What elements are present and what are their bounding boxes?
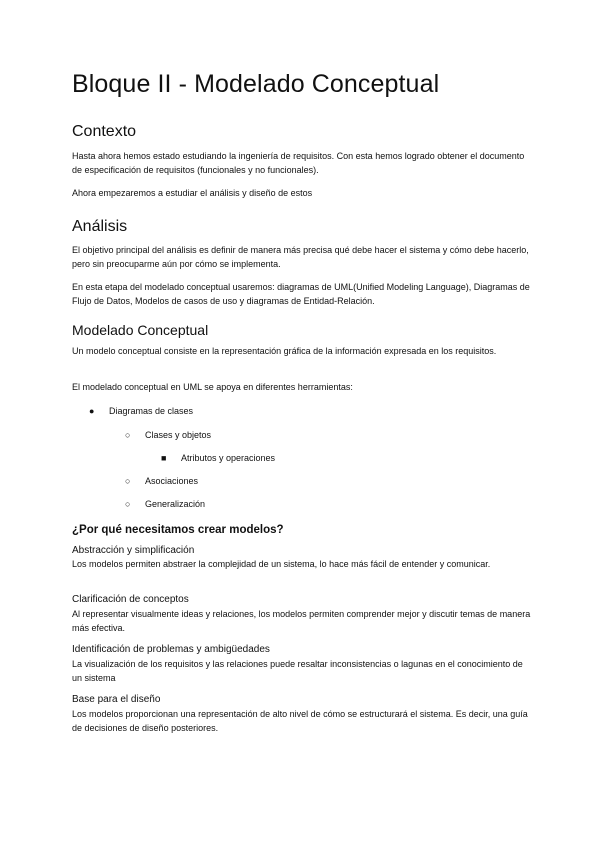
list-item-label: Clases y objetos	[145, 430, 212, 440]
bullet-square: ■	[161, 453, 167, 463]
bullet-hollow-circle: ○	[125, 499, 131, 509]
bullet-hollow-circle: ○	[125, 476, 131, 486]
subheading-abstraccion: Abstracción y simplificación	[72, 545, 195, 556]
heading-modelado: Modelado Conceptual	[72, 322, 209, 338]
paragraph-modelado-1: Un modelo conceptual consiste en la representación gráfica de la información expresada en los requisitos.	[72, 346, 497, 356]
paragraph-clarificacion: Al representar visualmente ideas y relaciones, los modelos permiten comprender mejor y discutir temas de manera más efectiva.	[72, 609, 531, 633]
heading-por-que: ¿Por qué necesitamos crear modelos?	[72, 524, 284, 536]
paragraph-modelado-2: El modelado conceptual en UML se apoya en diferentes herramientas:	[72, 382, 353, 392]
paragraph-base-diseno: Los modelos proporcionan una representación de alto nivel de cómo se estructurará el sistema. Es decir, una guía de decisiones de diseño posteriores.	[72, 709, 528, 733]
bullet-hollow-circle: ○	[125, 430, 131, 440]
paragraph-analisis-2: En esta etapa del modelado conceptual usaremos: diagramas de UML(Unified Modeling Language), Diagramas de Flujo de Datos, Modelos de casos de uso y diagramas de Entidad-Relación.	[72, 282, 530, 306]
paragraph-identificacion: La visualización de los requisitos y las relaciones puede resaltar inconsistencias o lagunas en el conocimiento de un sistema	[72, 659, 523, 683]
page-title: Bloque II - Modelado Conceptual	[72, 70, 440, 98]
list-item-label: Asociaciones	[145, 476, 199, 486]
subheading-identificacion: Identificación de problemas y ambigüedades	[72, 644, 270, 655]
list-item	[125, 498, 206, 510]
heading-contexto: Contexto	[72, 123, 137, 140]
list-item	[161, 452, 276, 464]
paragraph-analisis-1: El objetivo principal del análisis es definir de manera más precisa qué debe hacer el sistema y cómo debe hacerlo, pero sin preocuparme aún por cómo se implementa.	[72, 245, 529, 269]
heading-analisis: Análisis	[72, 218, 128, 235]
paragraph-abstraccion: Los modelos permiten abstraer la complejidad de un sistema, lo hace más fácil de entender y comunicar.	[72, 559, 491, 569]
subheading-clarificacion: Clarificación de conceptos	[72, 594, 189, 605]
subheading-base-diseno: Base para el diseño	[72, 694, 161, 705]
paragraph-contexto-1: Hasta ahora hemos estado estudiando la ingeniería de requisitos. Con esta hemos logrado obtener el documento de especificación de requisitos (funcionales y no funcionales).	[72, 151, 525, 175]
list-item	[89, 405, 194, 417]
list-item	[125, 475, 199, 487]
bullet-filled-circle: ●	[89, 406, 95, 416]
paragraph-contexto-2: Ahora empezaremos a estudiar el análisis y diseño de estos	[72, 188, 313, 198]
list-item	[125, 429, 212, 441]
list-item-label: Diagramas de clases	[109, 406, 194, 416]
list-item-label: Generalización	[145, 499, 206, 509]
list-item-label: Atributos y operaciones	[181, 453, 276, 463]
